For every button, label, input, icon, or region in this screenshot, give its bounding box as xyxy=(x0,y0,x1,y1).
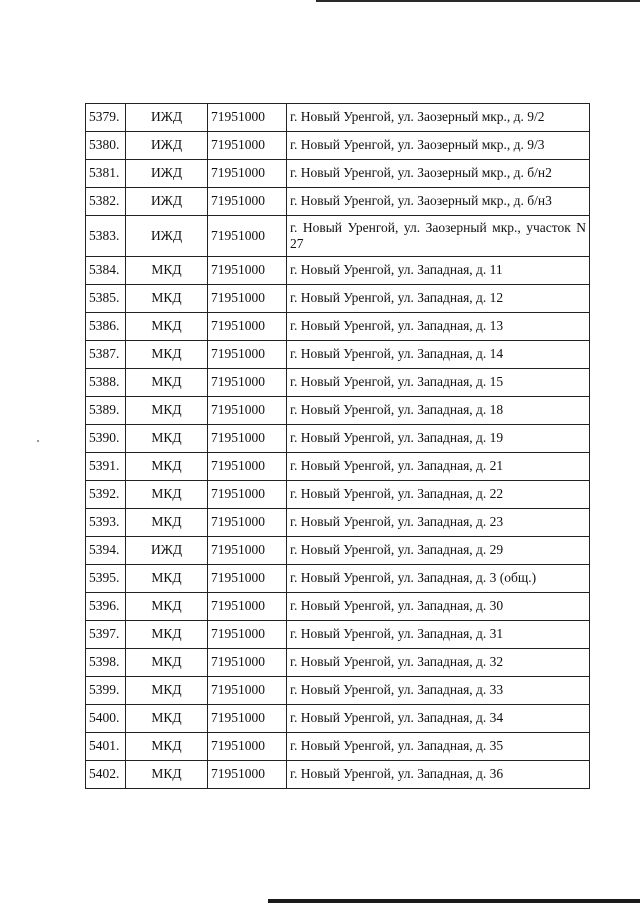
address-cell: г. Новый Уренгой, ул. Западная, д. 33 xyxy=(287,677,590,705)
address-cell: г. Новый Уренгой, ул. Западная, д. 19 xyxy=(287,425,590,453)
address-cell: г. Новый Уренгой, ул. Заозерный мкр., участок N 27 xyxy=(287,216,590,257)
building-type-cell: МКД xyxy=(126,481,208,509)
address-cell: г. Новый Уренгой, ул. Западная, д. 22 xyxy=(287,481,590,509)
table-row xyxy=(86,649,590,677)
table-row xyxy=(86,104,590,132)
oktmo-code-cell: 71951000 xyxy=(208,132,287,160)
table-row xyxy=(86,565,590,593)
oktmo-code-cell: 71951000 xyxy=(208,285,287,313)
oktmo-code-cell: 71951000 xyxy=(208,481,287,509)
table-row xyxy=(86,537,590,565)
address-cell: г. Новый Уренгой, ул. Западная, д. 12 xyxy=(287,285,590,313)
address-cell: г. Новый Уренгой, ул. Западная, д. 30 xyxy=(287,593,590,621)
oktmo-code-cell: 71951000 xyxy=(208,761,287,789)
row-number-cell: 5391. xyxy=(86,453,126,481)
row-number-cell: 5381. xyxy=(86,160,126,188)
building-type-cell: МКД xyxy=(126,733,208,761)
oktmo-code-cell: 71951000 xyxy=(208,537,287,565)
table-row xyxy=(86,397,590,425)
table-row xyxy=(86,216,590,257)
oktmo-code-cell: 71951000 xyxy=(208,677,287,705)
address-cell: г. Новый Уренгой, ул. Западная, д. 35 xyxy=(287,733,590,761)
table-row xyxy=(86,593,590,621)
address-cell: г. Новый Уренгой, ул. Западная, д. 21 xyxy=(287,453,590,481)
table-row xyxy=(86,705,590,733)
address-cell: г. Новый Уренгой, ул. Западная, д. 15 xyxy=(287,369,590,397)
table-row xyxy=(86,285,590,313)
oktmo-code-cell: 71951000 xyxy=(208,104,287,132)
table-row xyxy=(86,733,590,761)
row-number-cell: 5388. xyxy=(86,369,126,397)
building-type-cell: ИЖД xyxy=(126,104,208,132)
row-number-cell: 5389. xyxy=(86,397,126,425)
address-cell: г. Новый Уренгой, ул. Западная, д. 34 xyxy=(287,705,590,733)
oktmo-code-cell: 71951000 xyxy=(208,565,287,593)
oktmo-code-cell: 71951000 xyxy=(208,453,287,481)
row-number-cell: 5400. xyxy=(86,705,126,733)
oktmo-code-cell: 71951000 xyxy=(208,188,287,216)
row-number-cell: 5397. xyxy=(86,621,126,649)
address-cell: г. Новый Уренгой, ул. Западная, д. 3 (общ.) xyxy=(287,565,590,593)
row-number-cell: 5390. xyxy=(86,425,126,453)
building-type-cell: МКД xyxy=(126,565,208,593)
address-cell: г. Новый Уренгой, ул. Западная, д. 14 xyxy=(287,341,590,369)
registry-table-body xyxy=(86,104,590,789)
table-row xyxy=(86,677,590,705)
table-row xyxy=(86,453,590,481)
address-cell: г. Новый Уренгой, ул. Западная, д. 32 xyxy=(287,649,590,677)
table-row xyxy=(86,257,590,285)
row-number-cell: 5384. xyxy=(86,257,126,285)
row-number-cell: 5382. xyxy=(86,188,126,216)
scan-speck xyxy=(37,440,39,442)
table-row xyxy=(86,621,590,649)
table-row xyxy=(86,341,590,369)
address-cell: г. Новый Уренгой, ул. Заозерный мкр., д. б/н3 xyxy=(287,188,590,216)
building-type-cell: МКД xyxy=(126,453,208,481)
row-number-cell: 5386. xyxy=(86,313,126,341)
table-row xyxy=(86,481,590,509)
building-type-cell: МКД xyxy=(126,705,208,733)
oktmo-code-cell: 71951000 xyxy=(208,509,287,537)
registry-table xyxy=(85,103,590,789)
building-type-cell: МКД xyxy=(126,425,208,453)
oktmo-code-cell: 71951000 xyxy=(208,341,287,369)
building-type-cell: МКД xyxy=(126,677,208,705)
building-type-cell: ИЖД xyxy=(126,132,208,160)
row-number-cell: 5393. xyxy=(86,509,126,537)
table-row xyxy=(86,369,590,397)
oktmo-code-cell: 71951000 xyxy=(208,733,287,761)
row-number-cell: 5399. xyxy=(86,677,126,705)
row-number-cell: 5394. xyxy=(86,537,126,565)
building-type-cell: МКД xyxy=(126,285,208,313)
address-cell: г. Новый Уренгой, ул. Заозерный мкр., д. 9/2 xyxy=(287,104,590,132)
table-row xyxy=(86,188,590,216)
row-number-cell: 5385. xyxy=(86,285,126,313)
address-cell: г. Новый Уренгой, ул. Западная, д. 11 xyxy=(287,257,590,285)
table-row xyxy=(86,160,590,188)
row-number-cell: 5401. xyxy=(86,733,126,761)
table-row xyxy=(86,313,590,341)
building-type-cell: МКД xyxy=(126,369,208,397)
building-type-cell: МКД xyxy=(126,649,208,677)
building-type-cell: МКД xyxy=(126,397,208,425)
building-type-cell: МКД xyxy=(126,313,208,341)
oktmo-code-cell: 71951000 xyxy=(208,425,287,453)
building-type-cell: МКД xyxy=(126,257,208,285)
oktmo-code-cell: 71951000 xyxy=(208,621,287,649)
row-number-cell: 5387. xyxy=(86,341,126,369)
table-row xyxy=(86,132,590,160)
row-number-cell: 5379. xyxy=(86,104,126,132)
address-cell: г. Новый Уренгой, ул. Западная, д. 31 xyxy=(287,621,590,649)
table-row xyxy=(86,761,590,789)
row-number-cell: 5395. xyxy=(86,565,126,593)
oktmo-code-cell: 71951000 xyxy=(208,649,287,677)
address-cell: г. Новый Уренгой, ул. Заозерный мкр., д. 9/3 xyxy=(287,132,590,160)
building-type-cell: МКД xyxy=(126,509,208,537)
building-type-cell: ИЖД xyxy=(126,537,208,565)
building-type-cell: МКД xyxy=(126,621,208,649)
table-row xyxy=(86,509,590,537)
building-type-cell: ИЖД xyxy=(126,188,208,216)
oktmo-code-cell: 71951000 xyxy=(208,313,287,341)
scan-edge-line-bottom xyxy=(268,899,640,903)
oktmo-code-cell: 71951000 xyxy=(208,593,287,621)
building-type-cell: МКД xyxy=(126,593,208,621)
address-cell: г. Новый Уренгой, ул. Западная, д. 29 xyxy=(287,537,590,565)
oktmo-code-cell: 71951000 xyxy=(208,216,287,257)
row-number-cell: 5402. xyxy=(86,761,126,789)
oktmo-code-cell: 71951000 xyxy=(208,705,287,733)
row-number-cell: 5396. xyxy=(86,593,126,621)
address-cell: г. Новый Уренгой, ул. Западная, д. 13 xyxy=(287,313,590,341)
row-number-cell: 5383. xyxy=(86,216,126,257)
building-type-cell: ИЖД xyxy=(126,160,208,188)
building-type-cell: МКД xyxy=(126,341,208,369)
oktmo-code-cell: 71951000 xyxy=(208,397,287,425)
building-type-cell: ИЖД xyxy=(126,216,208,257)
address-cell: г. Новый Уренгой, ул. Заозерный мкр., д. б/н2 xyxy=(287,160,590,188)
oktmo-code-cell: 71951000 xyxy=(208,160,287,188)
address-cell: г. Новый Уренгой, ул. Западная, д. 23 xyxy=(287,509,590,537)
building-type-cell: МКД xyxy=(126,761,208,789)
scan-edge-line-top xyxy=(316,0,640,2)
address-cell: г. Новый Уренгой, ул. Западная, д. 18 xyxy=(287,397,590,425)
oktmo-code-cell: 71951000 xyxy=(208,257,287,285)
address-cell: г. Новый Уренгой, ул. Западная, д. 36 xyxy=(287,761,590,789)
table-row xyxy=(86,425,590,453)
row-number-cell: 5380. xyxy=(86,132,126,160)
oktmo-code-cell: 71951000 xyxy=(208,369,287,397)
row-number-cell: 5392. xyxy=(86,481,126,509)
row-number-cell: 5398. xyxy=(86,649,126,677)
